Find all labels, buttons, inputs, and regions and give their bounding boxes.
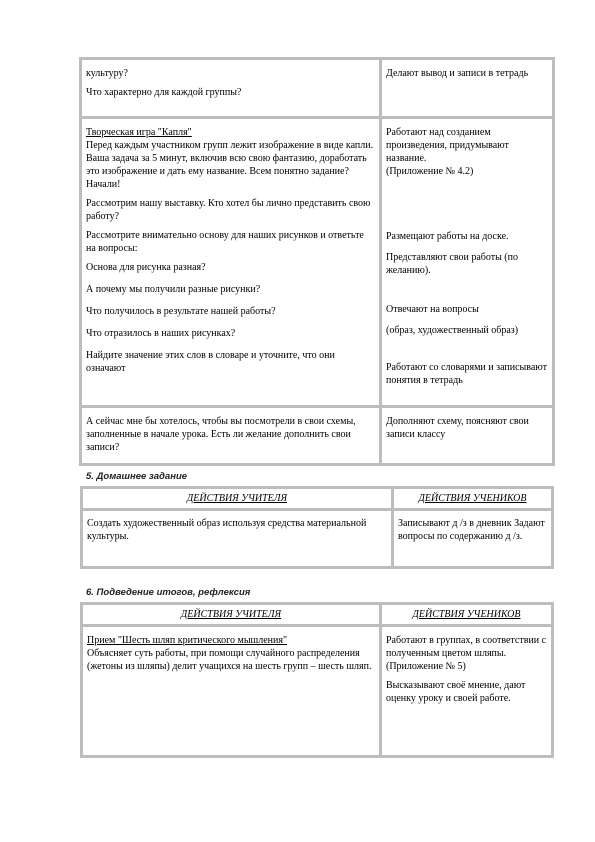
table-row xyxy=(82,408,552,463)
students-cell xyxy=(382,627,551,755)
section-5-title: 5. Домашнее задание xyxy=(86,471,188,482)
students-text: Работают со словарями и записывают понятия в тетрадь xyxy=(386,362,547,386)
students-text: Работают в группах, в соответствии с полученным цветом шляпы. xyxy=(386,635,547,659)
students-text: Размещают работы на доске. xyxy=(386,231,509,242)
students-cell xyxy=(394,511,551,566)
students-text: (Приложение № 5) xyxy=(386,661,466,672)
teacher-text: культуру? xyxy=(86,68,128,79)
teacher-line: Основа для рисунка разная? xyxy=(86,262,206,273)
students-text: Делают вывод и записи в тетрадь xyxy=(386,68,529,79)
teacher-line: Что отразилось в наших рисунках? xyxy=(86,328,236,339)
teacher-line: Найдите значение этих слов в словаре и уточните, что они означают xyxy=(86,350,335,374)
teacher-text: Объясняет суть работы, при помощи случайного распределения (жетоны из шляпы) делит учащихся на шесть групп – шесть шляп. xyxy=(87,648,372,672)
students-cell xyxy=(382,60,552,116)
teacher-line: Рассмотрим нашу выставку. Кто хотел бы лично представить свою работу? xyxy=(86,198,371,222)
teacher-line: А почему мы получили разные рисунки? xyxy=(86,284,261,295)
header-students: ДЕЙСТВИЯ УЧЕНИКОВ xyxy=(382,605,551,624)
students-text: Дополняют схему, поясняют свои записи классу xyxy=(386,416,529,440)
table-row xyxy=(82,119,552,405)
teacher-text: А сейчас мне бы хотелось, чтобы вы посмотрели в свои схемы, заполненные в начале урока. Есть ли желание дополнить свои записи? xyxy=(86,416,356,453)
teacher-cell xyxy=(82,408,379,463)
reflection-table xyxy=(80,602,554,758)
teacher-text: Создать художественный образ используя средства материальной культуры. xyxy=(87,518,367,542)
header-students: ДЕЙСТВИЯ УЧЕНИКОВ xyxy=(394,489,551,508)
table-row xyxy=(82,60,552,116)
students-cell xyxy=(382,119,552,405)
game-text: Перед каждым участником групп лежит изображение в виде капли. Ваша задача за 5 минут, включив всю свою фантазию, доработать это изображение и дать ему название. Всем понятно задание? Начали! xyxy=(86,140,374,190)
teacher-cell xyxy=(83,511,391,566)
students-text: Представляют свои работы (по желанию). xyxy=(386,252,518,276)
header-teacher: ДЕЙСТВИЯ УЧИТЕЛЯ xyxy=(83,489,391,508)
table-row xyxy=(83,627,551,755)
method-title: Прием "Шесть шляп критического мышления" xyxy=(87,635,288,646)
homework-table xyxy=(80,486,554,569)
table-header-row xyxy=(83,605,551,624)
game-title: Творческая игра "Капля" xyxy=(86,127,192,138)
teacher-line: Что получилось в результате нашей работы? xyxy=(86,306,276,317)
lesson-table-top xyxy=(79,57,555,466)
students-text: Записывают д /з в дневник Задают вопросы по содержанию д /з. xyxy=(398,518,545,542)
teacher-cell xyxy=(83,627,379,755)
students-text: (Приложение № 4.2) xyxy=(386,166,474,177)
teacher-text: Что характерно для каждой группы? xyxy=(86,87,242,98)
students-text: Высказывают своё мнение, дают оценку уроку и своей работе. xyxy=(386,680,526,704)
students-text: (образ, художественный образ) xyxy=(386,325,519,336)
students-text: Работают над созданием произведения, придумывают название. xyxy=(386,127,509,164)
table-header-row xyxy=(83,489,551,508)
section-6-title: 6. Подведение итогов, рефлексия xyxy=(86,587,251,598)
students-cell xyxy=(382,408,552,463)
teacher-line: Рассмотрите внимательно основу для наших рисунков и ответьте на вопросы: xyxy=(86,230,364,254)
teacher-cell xyxy=(82,119,379,405)
table-row xyxy=(83,511,551,566)
teacher-cell xyxy=(82,60,379,116)
header-teacher: ДЕЙСТВИЯ УЧИТЕЛЯ xyxy=(83,605,379,624)
students-text: Отвечают на вопросы xyxy=(386,304,479,315)
